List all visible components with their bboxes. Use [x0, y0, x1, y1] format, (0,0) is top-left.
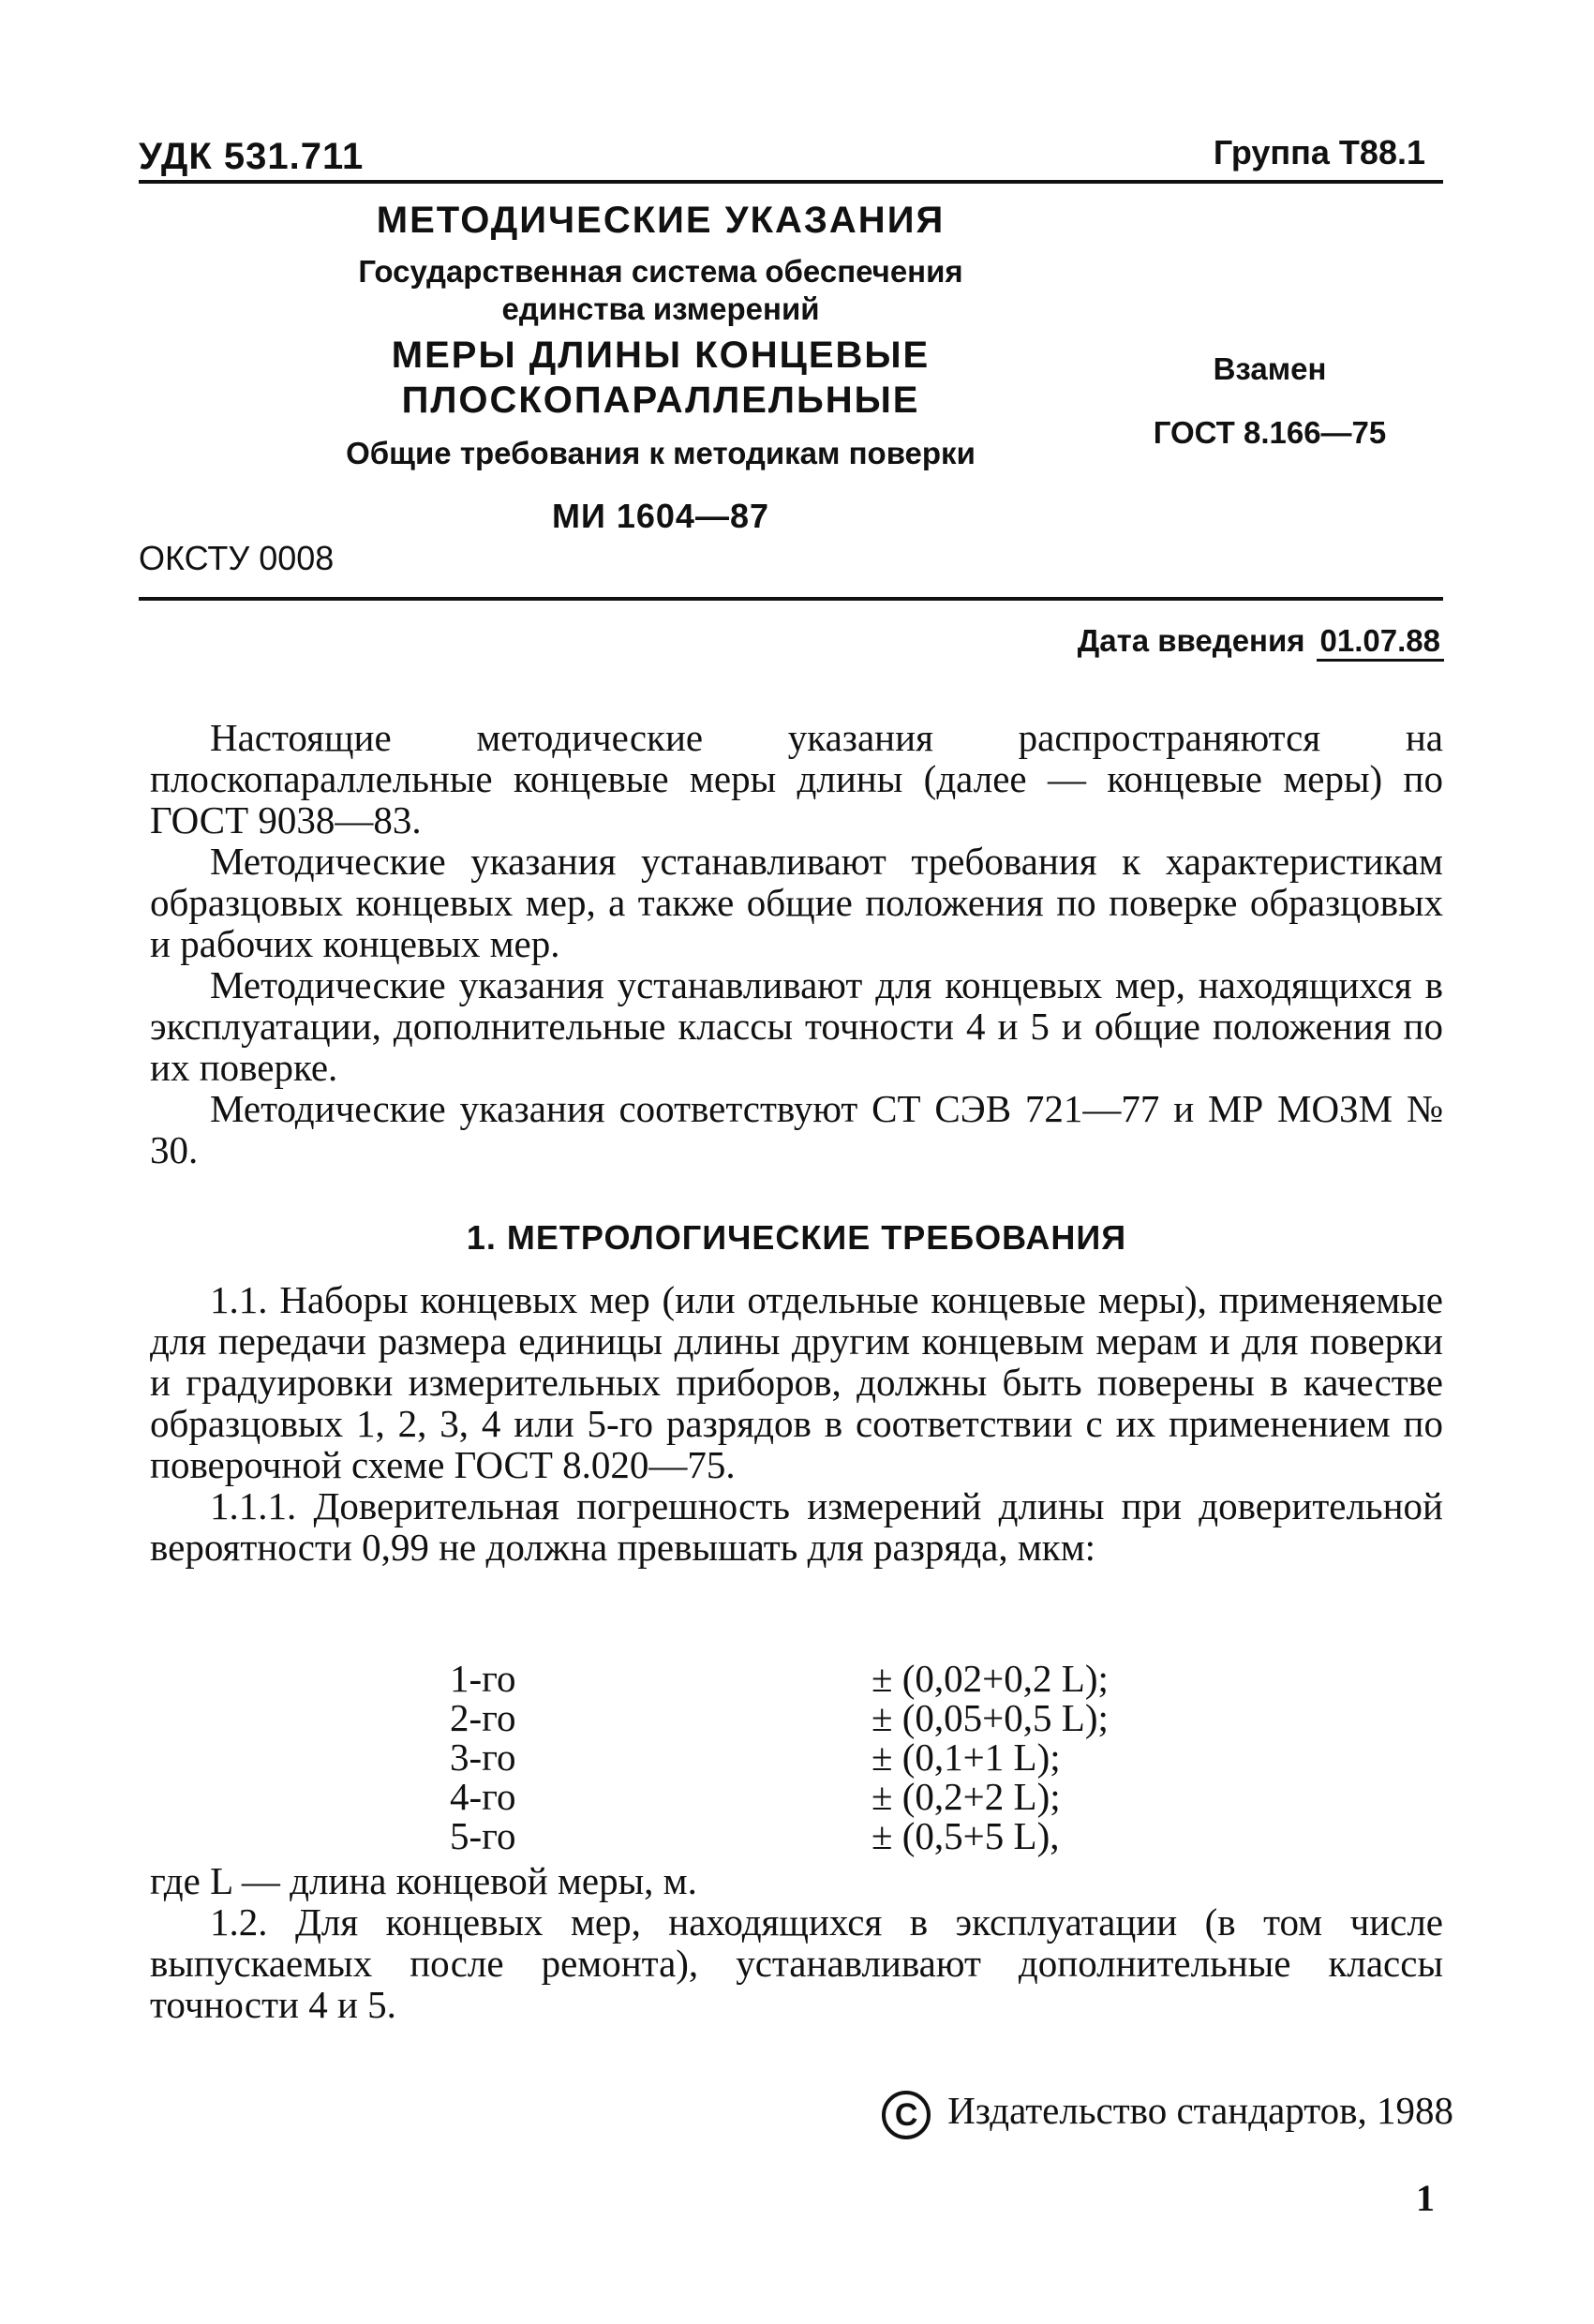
row-category: 4-го — [450, 1775, 516, 1818]
document-type: МЕТОДИЧЕСКИЕ УКАЗАНИЯ — [376, 200, 946, 241]
title-block-rule — [139, 597, 1443, 601]
section-1-text — [150, 1279, 1443, 1568]
page-number: 1 — [1416, 2177, 1435, 2219]
clause-1-2: 1.2. Для концевых мер, находящихся в эксплуатации (в том числе выпускаемых после ремонта), устанавливают дополнительные классы точности 4 и 5. — [150, 1900, 1443, 2026]
row-formula: ± (0,2+2 L); — [871, 1775, 1061, 1818]
intro-paragraph: Методические указания устанавливают для концевых мер, находящихся в эксплуатации, дополнительные классы точности 4 и 5 и общие положения по их поверке. — [150, 963, 1443, 1089]
accuracy-table — [150, 1659, 1443, 1855]
intro-paragraph: Настоящие методические указания распространяются на плоскопараллельные концевые меры длины (далее — концевые меры) по ГОСТ 9038—83. — [150, 716, 1443, 842]
clause-1-1-1: 1.1.1. Доверительная погрешность измерений длины при доверительной вероятности 0,99 не должна превышать для разряда, мкм: — [150, 1484, 1443, 1569]
document-title — [253, 333, 1068, 423]
intro-paragraph: Методические указания устанавливают требования к характеристикам образцовых концевых мер, а также общие положения по поверке образцовых и рабочих концевых мер. — [150, 840, 1443, 965]
table-row — [150, 1777, 1443, 1816]
table-row — [150, 1737, 1443, 1777]
row-category: 1-го — [450, 1657, 516, 1700]
row-category: 2-го — [450, 1696, 516, 1739]
row-formula: ± (0,02+0,2 L); — [871, 1657, 1109, 1700]
table-row — [150, 1698, 1443, 1737]
row-formula: ± (0,5+5 L), — [871, 1814, 1060, 1857]
where-definition: где L — длина концевой меры, м. — [150, 1859, 697, 1902]
document-designation: МИ 1604—87 — [552, 497, 769, 535]
document-subtitle: Общие требования к методикам поверки — [346, 436, 976, 470]
system-line-1: Государственная система обеспечения — [358, 254, 963, 289]
oksty-code: ОКСТУ 0008 — [139, 539, 335, 577]
replaces-value: ГОСТ 8.166—75 — [1153, 415, 1387, 450]
table-row — [150, 1816, 1443, 1855]
title-line-1: МЕРЫ ДЛИНЫ КОНЦЕВЫЕ — [391, 335, 931, 376]
title-line-2: ПЛОСКОПАРАЛЛЕЛЬНЫЕ — [401, 380, 920, 421]
section-heading: 1. МЕТРОЛОГИЧЕСКИЕ ТРЕБОВАНИЯ — [466, 1218, 1127, 1257]
row-category: 3-го — [450, 1736, 516, 1779]
replaces-label: Взамен — [1213, 351, 1327, 386]
udk-code: УДК 531.711 — [139, 136, 365, 177]
introduction-date-label: Дата введения — [1077, 623, 1305, 658]
introduction-date — [1078, 623, 1444, 662]
row-formula: ± (0,1+1 L); — [871, 1736, 1061, 1779]
row-category: 5-го — [450, 1814, 516, 1857]
intro-paragraph: Методические указания соответствуют СТ СЭВ 721—77 и МР МОЗМ № 30. — [150, 1087, 1443, 1171]
copyright — [882, 2088, 1453, 2139]
replaces-block — [1101, 337, 1438, 465]
row-formula: ± (0,05+0,5 L); — [871, 1696, 1109, 1739]
group-code: Группа Т88.1 — [1213, 133, 1425, 171]
section-1-continued — [150, 1860, 1443, 2025]
intro-text — [150, 717, 1443, 1170]
system-name — [253, 253, 1068, 328]
table-row — [150, 1659, 1443, 1698]
introduction-date-value: 01.07.88 — [1317, 623, 1444, 662]
copyright-text: Издательство стандартов, 1988 — [947, 2089, 1453, 2132]
header-rule — [139, 180, 1443, 184]
system-line-2: единства измерений — [501, 291, 820, 326]
clause-1-1: 1.1. Наборы концевых мер (или отдельные концевые меры), применяемые для передачи размера единицы длины другим концевым мерам и для поверки и градуировки измерительных приборов, должны быть поверены в качестве образцовых 1, 2, 3, 4 или 5-го разрядов в соответствии с их применением по поверочной схеме ГОСТ 8.020—75. — [150, 1278, 1443, 1486]
copyright-icon: C — [882, 2091, 931, 2139]
